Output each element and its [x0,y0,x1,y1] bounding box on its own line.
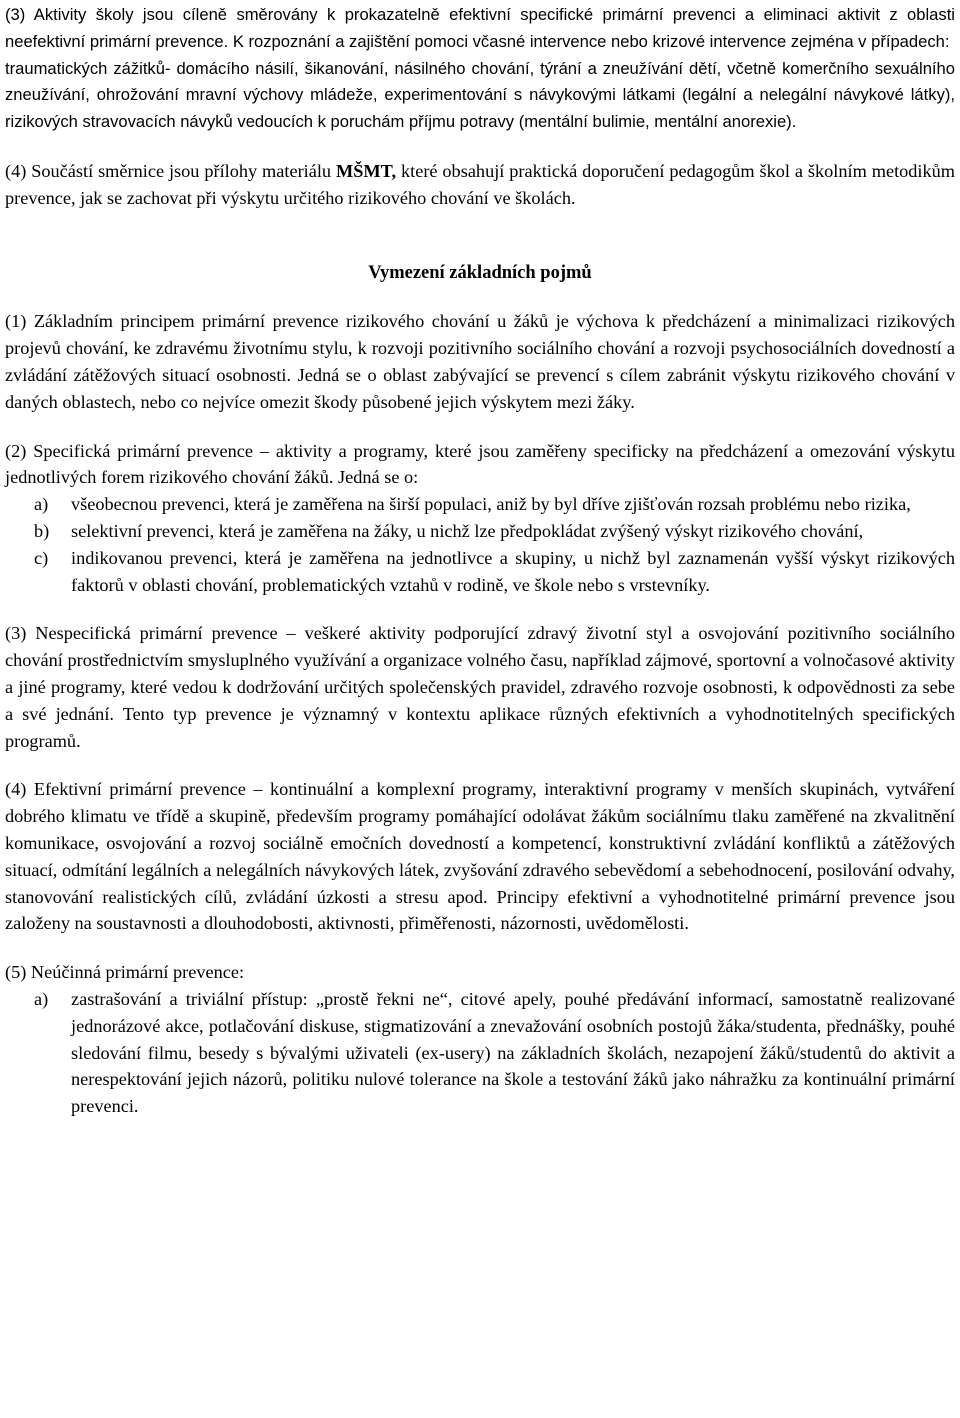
spacer [5,286,955,308]
definition-paragraph-3: (3) Nespecifická primární prevence – veškeré aktivity podporující zdravý životní styl a osvojování pozitivního sociálního chování prostřednictvím smysluplného využívání a organizace volného času, například zájmové, sportovní a volnočasové aktivity a jiné programy, které vedou k dodržování určitých společenských pravidel, zdravého rozvoje osobnosti, k odpovědnosti za sebe a své jednání. Tento typ prevence je významný v kontextu aplikace různých efektivních a vyhodnotitelných specifických programů. [5,623,955,751]
list-item [5,986,955,1120]
paragraph-attachments [5,158,955,212]
spacer [5,136,955,158]
list-item-text: zastrašování a triviální přístup: „prostě řekni ne“, citové apely, pouhé předávání informací, samostatně realizované jednorázové akce, potlačování diskuse, stigmatizování a znevažování osobních postojů žáka/studenta, přednášky, pouhé sledování filmu, besedy s bývalými uživateli (ex-usery) na základních školách, nezapojení žáků/studentů do aktivit a nerespektování jejich názorů, politiku nulové tolerance na škole a testování žáků jako náhražku za kontinuální primární prevenci. [71,988,955,1117]
list-item-marker: a) [34,988,49,1009]
list-item-text: selektivní prevenci, která je zaměřena na žáky, u nichž lze předpokládat zvýšený výskyt rizikového chování, [71,520,864,541]
definition-paragraph-4: (4) Efektivní primární prevence – kontinuální a komplexní programy, interaktivní programy v menších skupinách, vytváření dobrého klimatu ve třídě a skupině, především programy pomáhající odolávat žákům sociálnímu tlaku zaměřené na zkvalitnění komunikace, osvojování a rozvoj sociálně emočních dovedností a kompetencí, konstruktivní zvládání konfliktů a zátěžových situací, odmítání legálních a nelegálních návykových látek, zvyšování zdravého sebevědomí a sebehodnocení, posilování odvahy, stanovování realistických cílů, zvládání úzkosti a stresu apod. Principy efektivní a vyhodnotitelné primární prevence jsou založeny na soustavnosti a dlouhodobosti, aktivnosti, přiměřenosti, názornosti, uvědomělosti. [5,779,955,934]
definition-2-list [5,491,955,598]
list-item-marker: c) [34,547,49,568]
list-item-text: všeobecnou prevenci, která je zaměřena na širší populaci, aniž by byl dříve zjišťován rozsah problému nebo rizika, [71,494,911,515]
list-item-marker: b) [34,520,50,541]
attachments-text-bold: MŠMT, [335,160,397,181]
paragraph-activities-cases: traumatických zážitků- domácího násilí, šikanování, násilného chování, týrání a zneužívání dětí, včetně komerčního sexuálního zneužívání, ohrožování mravní výchovy mládeže, experimentování s návykovými látkami (legální a nelegální návykové látky), rizikových stravovacích návyků vedoucích k poruchám příjmu potravy (mentální bulimie, mentální anorexie). [5,58,955,132]
list-item [5,491,955,518]
section-heading: Vymezení základních pojmů [368,262,592,283]
spacer [5,212,955,260]
list-item-text: indikovanou prevenci, která je zaměřena na jednotlivce a skupiny, u nichž byl zaznamenán vyšší výskyt rizikových faktorů v oblasti chování, problematických vztahů v rodině, ve škole nebo s vrstevníky. [71,547,955,595]
spacer [5,754,955,776]
definition-paragraph-1: (1) Základním principem primární prevence rizikového chování u žáků je výchova k předcházení a minimalizaci rizikových projevů chování, ke zdravému životnímu stylu, k rozvoji pozitivního sociálního chování a rozvoji psychosociálních dovedností a zvládání zátěžových situací osobnosti. Jedná se o oblast zabývající se prevencí s cílem zabránit výskytu rizikového chování v daných oblastech, nebo co nejvíce omezit škody působené jejich výskytem mezi žáky. [5,311,955,412]
spacer [5,598,955,620]
spacer [5,416,955,438]
list-item [5,545,955,599]
spacer [5,937,955,959]
paragraph-activities-intro: (3) Aktivity školy jsou cíleně směrovány k prokazatelně efektivní specifické primární prevenci a eliminaci aktivit z oblasti neefektivní primární prevence. K rozpoznání a zajištění pomoci včasné intervence nebo krizové intervence zejména v případech: [5,5,955,51]
attachments-text-after: které obsahují praktická doporučení pedagogům škol a školním metodikům prevence, jak se zachovat při výskytu určitého rizikového chování ve školách. [5,160,956,208]
definition-5-list [5,986,955,1120]
list-item-marker: a) [34,494,49,515]
definition-paragraph-5: (5) Neúčinná primární prevence: [5,962,245,983]
attachments-text-before: (4) Součástí směrnice jsou přílohy materiálu [5,160,336,181]
definition-paragraph-2: (2) Specifická primární prevence – aktivity a programy, které jsou zaměřeny specificky na předcházení a omezování výskytu jednotlivých forem rizikového chování žáků. Jedná se o: [5,440,955,488]
document-page [5,2,955,1120]
list-item [5,518,955,545]
